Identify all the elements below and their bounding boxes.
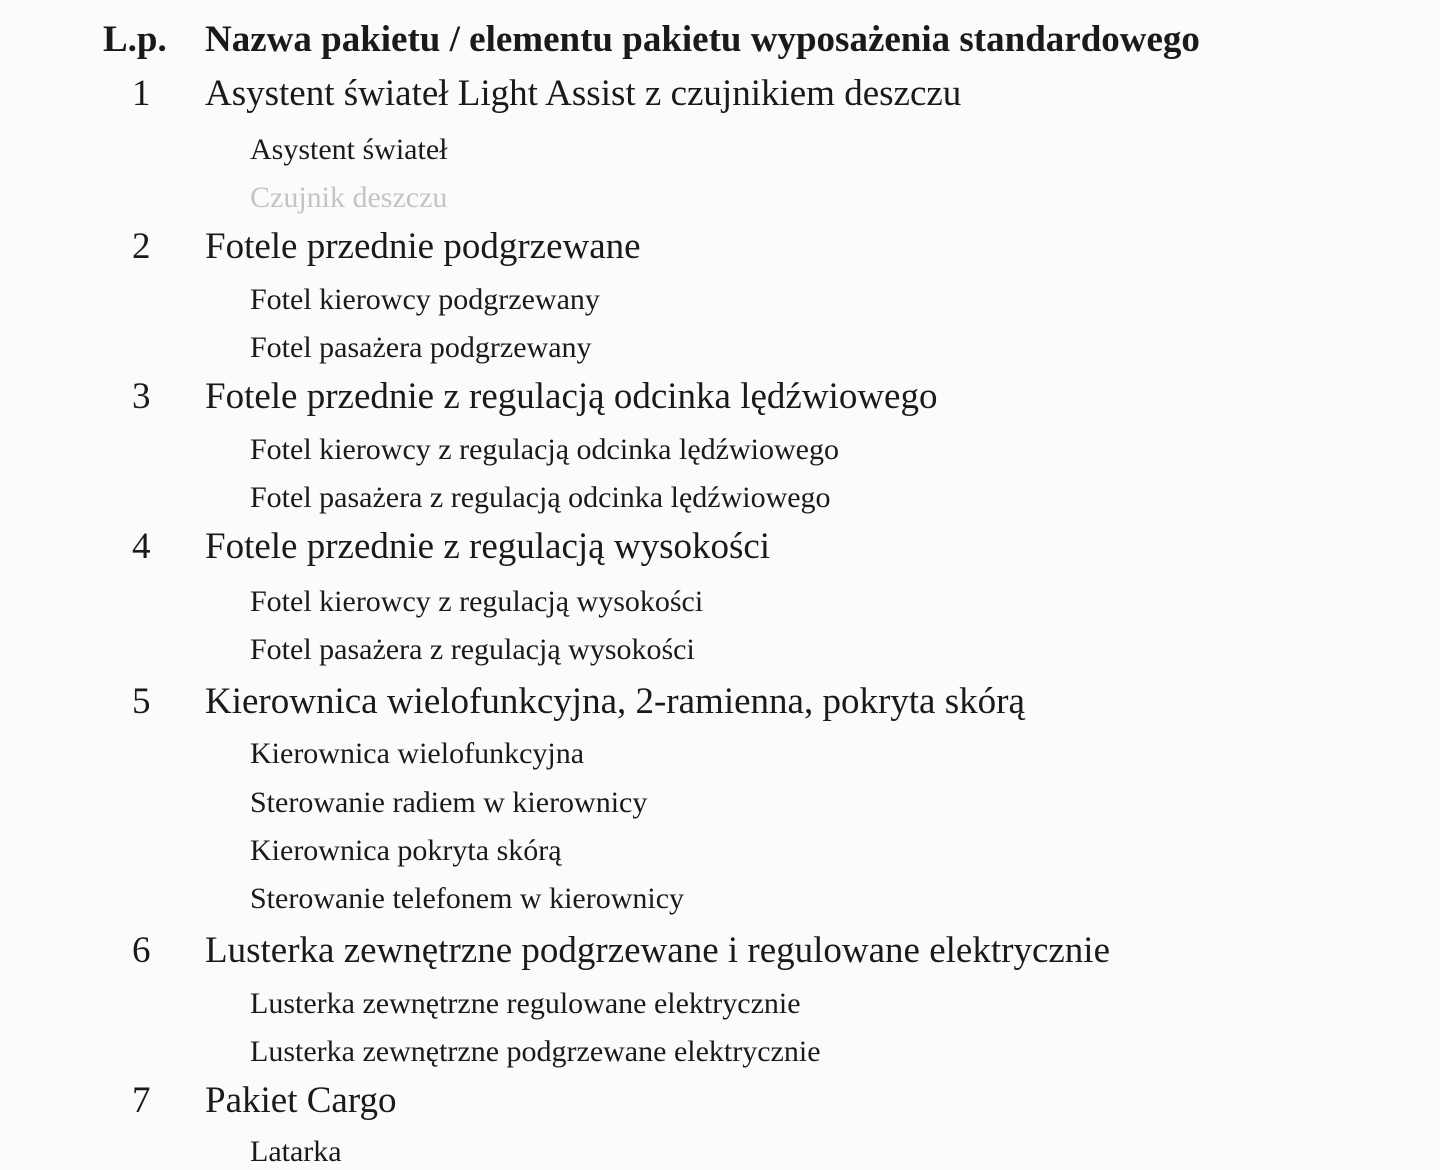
package-item: Asystent świateł — [250, 133, 448, 166]
package-item: Fotel pasażera podgrzewany — [250, 331, 592, 364]
header-name: Nazwa pakietu / elementu pakietu wyposażenia standardowego — [205, 19, 1200, 60]
package-name: Fotele przednie z regulacją wysokości — [205, 526, 771, 567]
package-number: 6 — [132, 930, 151, 971]
package-name: Lusterka zewnętrzne podgrzewane i regulowane elektrycznie — [205, 930, 1111, 971]
package-number: 1 — [132, 73, 151, 114]
header-lp: L.p. — [103, 19, 167, 60]
package-item: Czujnik deszczu — [250, 181, 448, 214]
package-name: Asystent świateł Light Assist z czujnikiem deszczu — [205, 73, 962, 114]
package-item: Fotel kierowcy z regulacją odcinka lędźwiowego — [250, 433, 839, 466]
package-name: Fotele przednie z regulacją odcinka lędźwiowego — [205, 376, 938, 417]
package-name: Fotele przednie podgrzewane — [205, 226, 641, 267]
package-item: Kierownica pokryta skórą — [250, 834, 562, 867]
package-number: 2 — [132, 226, 151, 267]
package-item: Fotel kierowcy podgrzewany — [250, 283, 600, 316]
package-number: 5 — [132, 681, 151, 722]
package-name: Kierownica wielofunkcyjna, 2-ramienna, pokryta skórą — [205, 681, 1025, 722]
package-item: Fotel kierowcy z regulacją wysokości — [250, 585, 704, 618]
package-item: Lusterka zewnętrzne regulowane elektrycznie — [250, 987, 801, 1020]
package-number: 4 — [132, 526, 151, 567]
package-item: Sterowanie radiem w kierownicy — [250, 786, 648, 819]
package-item: Sterowanie telefonem w kierownicy — [250, 882, 685, 915]
package-name: Pakiet Cargo — [205, 1080, 397, 1121]
package-number: 7 — [132, 1080, 151, 1121]
package-item: Lusterka zewnętrzne podgrzewane elektrycznie — [250, 1035, 821, 1068]
package-item: Kierownica wielofunkcyjna — [250, 737, 585, 770]
package-number: 3 — [132, 376, 151, 417]
package-item: Fotel pasażera z regulacją wysokości — [250, 633, 695, 666]
package-item: Latarka — [250, 1135, 342, 1168]
package-item: Fotel pasażera z regulacją odcinka lędźwiowego — [250, 481, 831, 514]
